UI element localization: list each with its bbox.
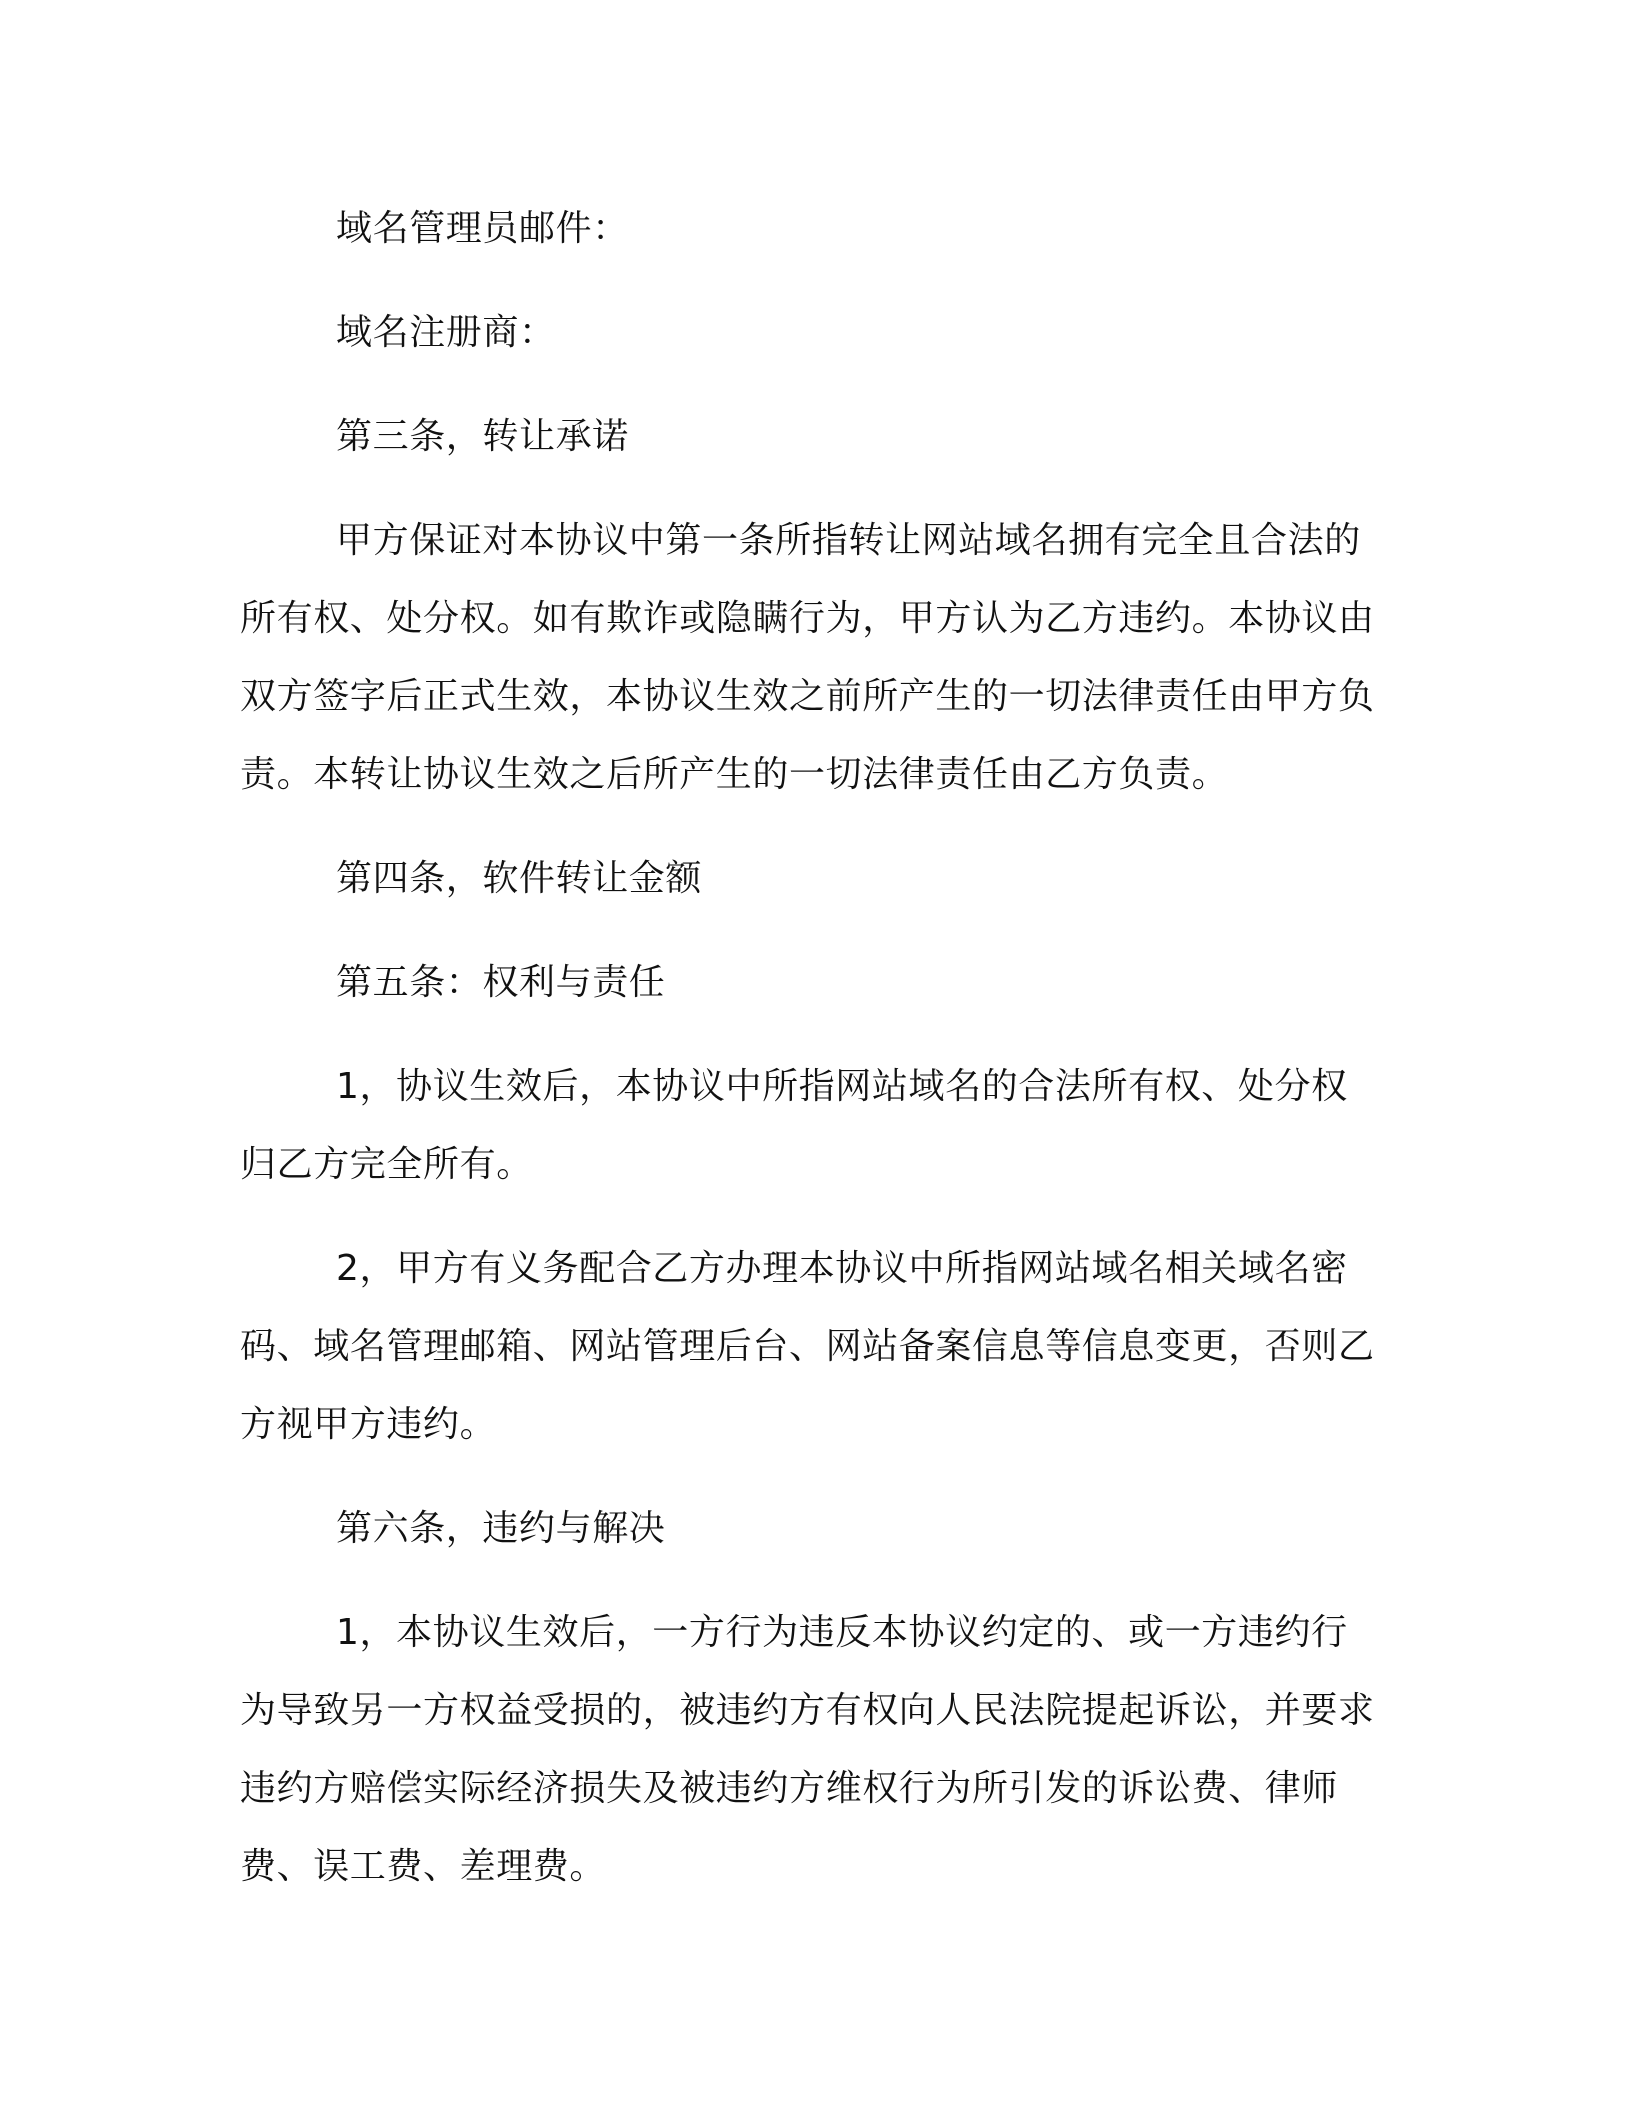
field-domain-admin-email: 域名管理员邮件： bbox=[336, 208, 629, 249]
article-5-clause-2: 2，甲方有义务配合乙方办理本协议中所指网站域名相关域名密码、域名管理邮箱、网站管理后台、网站备案信息等信息变更，否则乙方视甲方违约。 bbox=[240, 1248, 1375, 1445]
article-5-clause-1: 1，协议生效后，本协议中所指网站域名的合法所有权、处分权归乙方完全所有。 bbox=[240, 1066, 1348, 1185]
article-6-clause-1: 1，本协议生效后，一方行为违反本协议约定的、或一方违约行为导致另一方权益受损的，被违约方有权向人民法院提起诉讼，并要求违约方赔偿实际经济损失及被违约方维权行为所引发的诉讼费、律师费、误工费、差理费。 bbox=[240, 1612, 1375, 1887]
article-3-body: 甲方保证对本协议中第一条所指转让网站域名拥有完全且合法的所有权、处分权。如有欺诈或隐瞒行为，甲方认为乙方违约。本协议由双方签字后正式生效，本协议生效之前所产生的一切法律责任由甲方负责。本转让协议生效之后所产生的一切法律责任由乙方负责。 bbox=[240, 520, 1375, 795]
document-body bbox=[240, 190, 1380, 1906]
field-domain-registrar: 域名注册商： bbox=[336, 312, 556, 353]
article-5-heading: 第五条：权利与责任 bbox=[336, 962, 666, 1003]
article-3-heading: 第三条，转让承诺 bbox=[336, 416, 629, 457]
article-6-heading: 第六条，违约与解决 bbox=[336, 1508, 666, 1549]
article-4-heading: 第四条，软件转让金额 bbox=[336, 858, 703, 899]
